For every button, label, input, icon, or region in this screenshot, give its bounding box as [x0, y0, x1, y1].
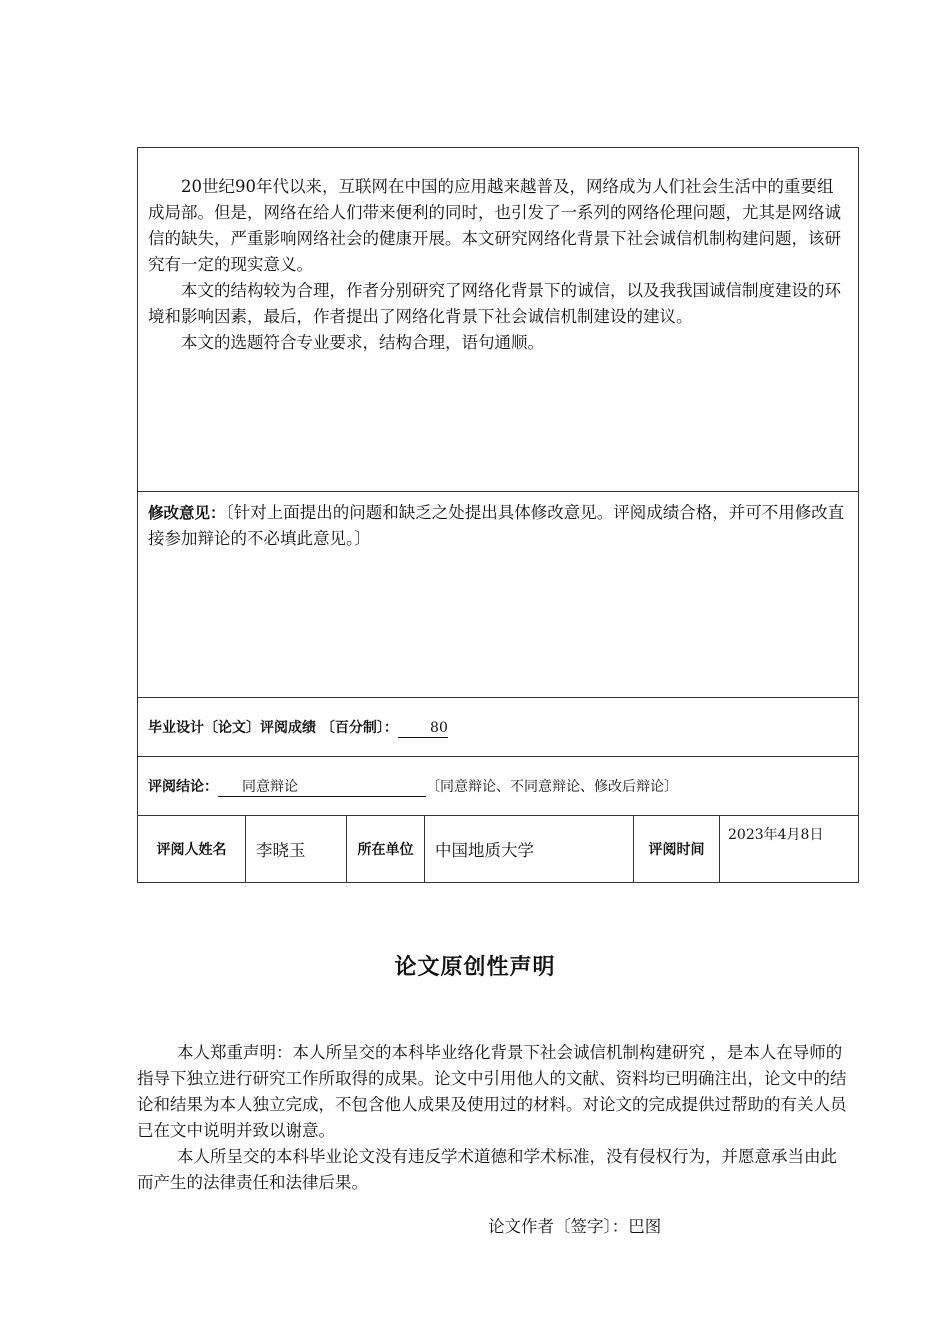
conclusion-options: 〔同意辩论、不同意辩论、修改后辩论〕 [426, 778, 678, 795]
revision-opinion-cell [138, 492, 859, 698]
reviewer-name-label: 评阅人姓名 [138, 816, 246, 883]
declaration-paragraph: 本人郑重声明：本人所呈交的本科毕业络化背景下社会诚信机制构建研究 ，是本人在导师的指导下独立进行研究工作所取得的成果。论文中引用他人的文献、资料均已明确注出，论文中的结论和结果为本人独立完成，不包含他人成果及使用过的材料。对论文的完成提供过帮助的有关人员已在文中说明并致以谢意。 [137, 1043, 847, 1140]
score-cell [138, 698, 859, 757]
review-comments-cell [138, 148, 859, 492]
review-time-label: 评阅时间 [634, 816, 720, 883]
reviewer-unit: 中国地质大学 [425, 816, 634, 883]
review-comment-paragraph: 本文的选题符合专业要求，结构合理，语句通顺。 [181, 333, 544, 352]
declaration-title: 论文原创性声明 [394, 955, 556, 980]
signature-name: 巴图 [628, 1217, 662, 1236]
score-label: 毕业设计〔论文〕评阅成绩 〔百分制〕： [148, 719, 398, 736]
revision-instruction: 〔针对上面提出的问题和缺乏之处提出具体修改意见。评阅成绩合格，并可不用修改直接参加辩论的不必填此意见。〕 [148, 503, 845, 548]
review-time: 2023年4月8日 [720, 816, 859, 883]
signature-label: 论文作者〔签字〕： [488, 1217, 629, 1236]
revision-label: 修改意见： [148, 504, 226, 522]
conclusion-value: 同意辩论 [242, 778, 298, 795]
conclusion-label: 评阅结论： [148, 778, 218, 795]
score-value: 80 [398, 720, 448, 738]
declaration-paragraph: 本人所呈交的本科毕业论文没有违反学术道德和学术标准，没有侵权行为，并愿意承当由此而产生的法律责任和法律后果。 [137, 1147, 837, 1192]
author-signature [488, 1213, 661, 1237]
conclusion-value-field [218, 779, 426, 797]
reviewer-name: 李晓玉 [246, 816, 347, 883]
review-comment-paragraph: 20世纪90年代以来，互联网在中国的应用越来越普及，网络成为人们社会生活中的重要组成局部。但是，网络在给人们带来便利的同时，也引发了一系列的网络伦理问题，尤其是网络诚信的缺失，严重影响网络社会的健康开展。本文研究网络化背景下社会诚信机制构建问题，该研究有一定的现实意义。 [148, 177, 841, 274]
review-comment-paragraph: 本文的结构较为合理，作者分别研究了网络化背景下的诚信，以及我我国诚信制度建设的环境和影响因素，最后，作者提出了网络化背景下社会诚信机制建设的建议。 [148, 281, 841, 326]
declaration-body [137, 1040, 848, 1196]
conclusion-cell [138, 757, 859, 816]
review-form-table [137, 147, 859, 883]
unit-label: 所在单位 [347, 816, 425, 883]
